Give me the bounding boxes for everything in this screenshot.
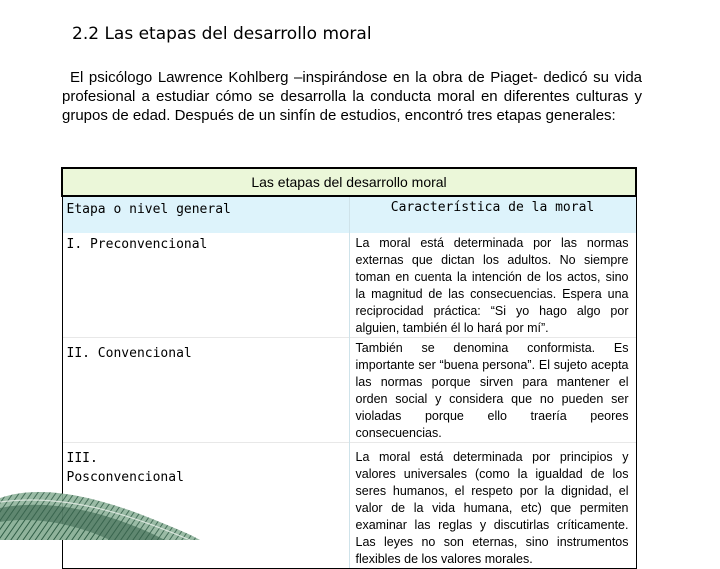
table-row xyxy=(62,443,636,569)
stage-name: I. Preconvencional xyxy=(66,237,208,252)
stage-name-line2: Posconvencional xyxy=(66,470,184,485)
table-row xyxy=(62,338,636,443)
stage-description: También se denomina conformista. Es importante ser “buena persona”. El sujeto acepta las normas porque sirven para mantener el orden social y considera que no pueden ser violadas porque ello traería peores consecuencias. xyxy=(355,341,629,440)
section-heading: 2.2 Las etapas del desarrollo moral xyxy=(72,24,372,44)
stage-name-line1: III. xyxy=(66,451,98,466)
header-caracteristica xyxy=(349,196,636,233)
table-header-row xyxy=(62,196,636,233)
stage-description: La moral está determinada por las normas externas que dictan los adultos. No siempre toman en cuenta la intención de los actos, sino la magnitud de las consecuencias. Espera una reciprocidad práctica: “Si yo hago algo por alguien, también él lo hará por mí”. xyxy=(355,236,629,335)
table-row xyxy=(62,233,636,338)
stage-description: La moral está determinada por principios y valores universales (como la igualdad de los seres humanos, el respeto por la dignidad, el valor de la vida humana, etc) que permiten examinar las reglas y discutirlas críticamente. Las leyes no son eternas, sino instrumentos flexibles de los valores morales. xyxy=(355,450,629,566)
stages-table xyxy=(61,167,637,569)
table-title: Las etapas del desarrollo moral xyxy=(62,168,636,196)
stage-name: II. Convencional xyxy=(66,346,192,361)
header-caracteristica-label: Característica de la moral xyxy=(390,200,595,215)
header-etapa xyxy=(62,196,349,233)
header-etapa-label: Etapa o nivel general xyxy=(66,202,231,217)
intro-paragraph: El psicólogo Lawrence Kohlberg –inspirándose en la obra de Piaget- dedicó su vida profesional a estudiar cómo se desarrolla la conducta moral en diferentes culturas y grupos de edad. Después de un sinfín de estudios, encontró tres etapas generales: xyxy=(62,69,642,124)
